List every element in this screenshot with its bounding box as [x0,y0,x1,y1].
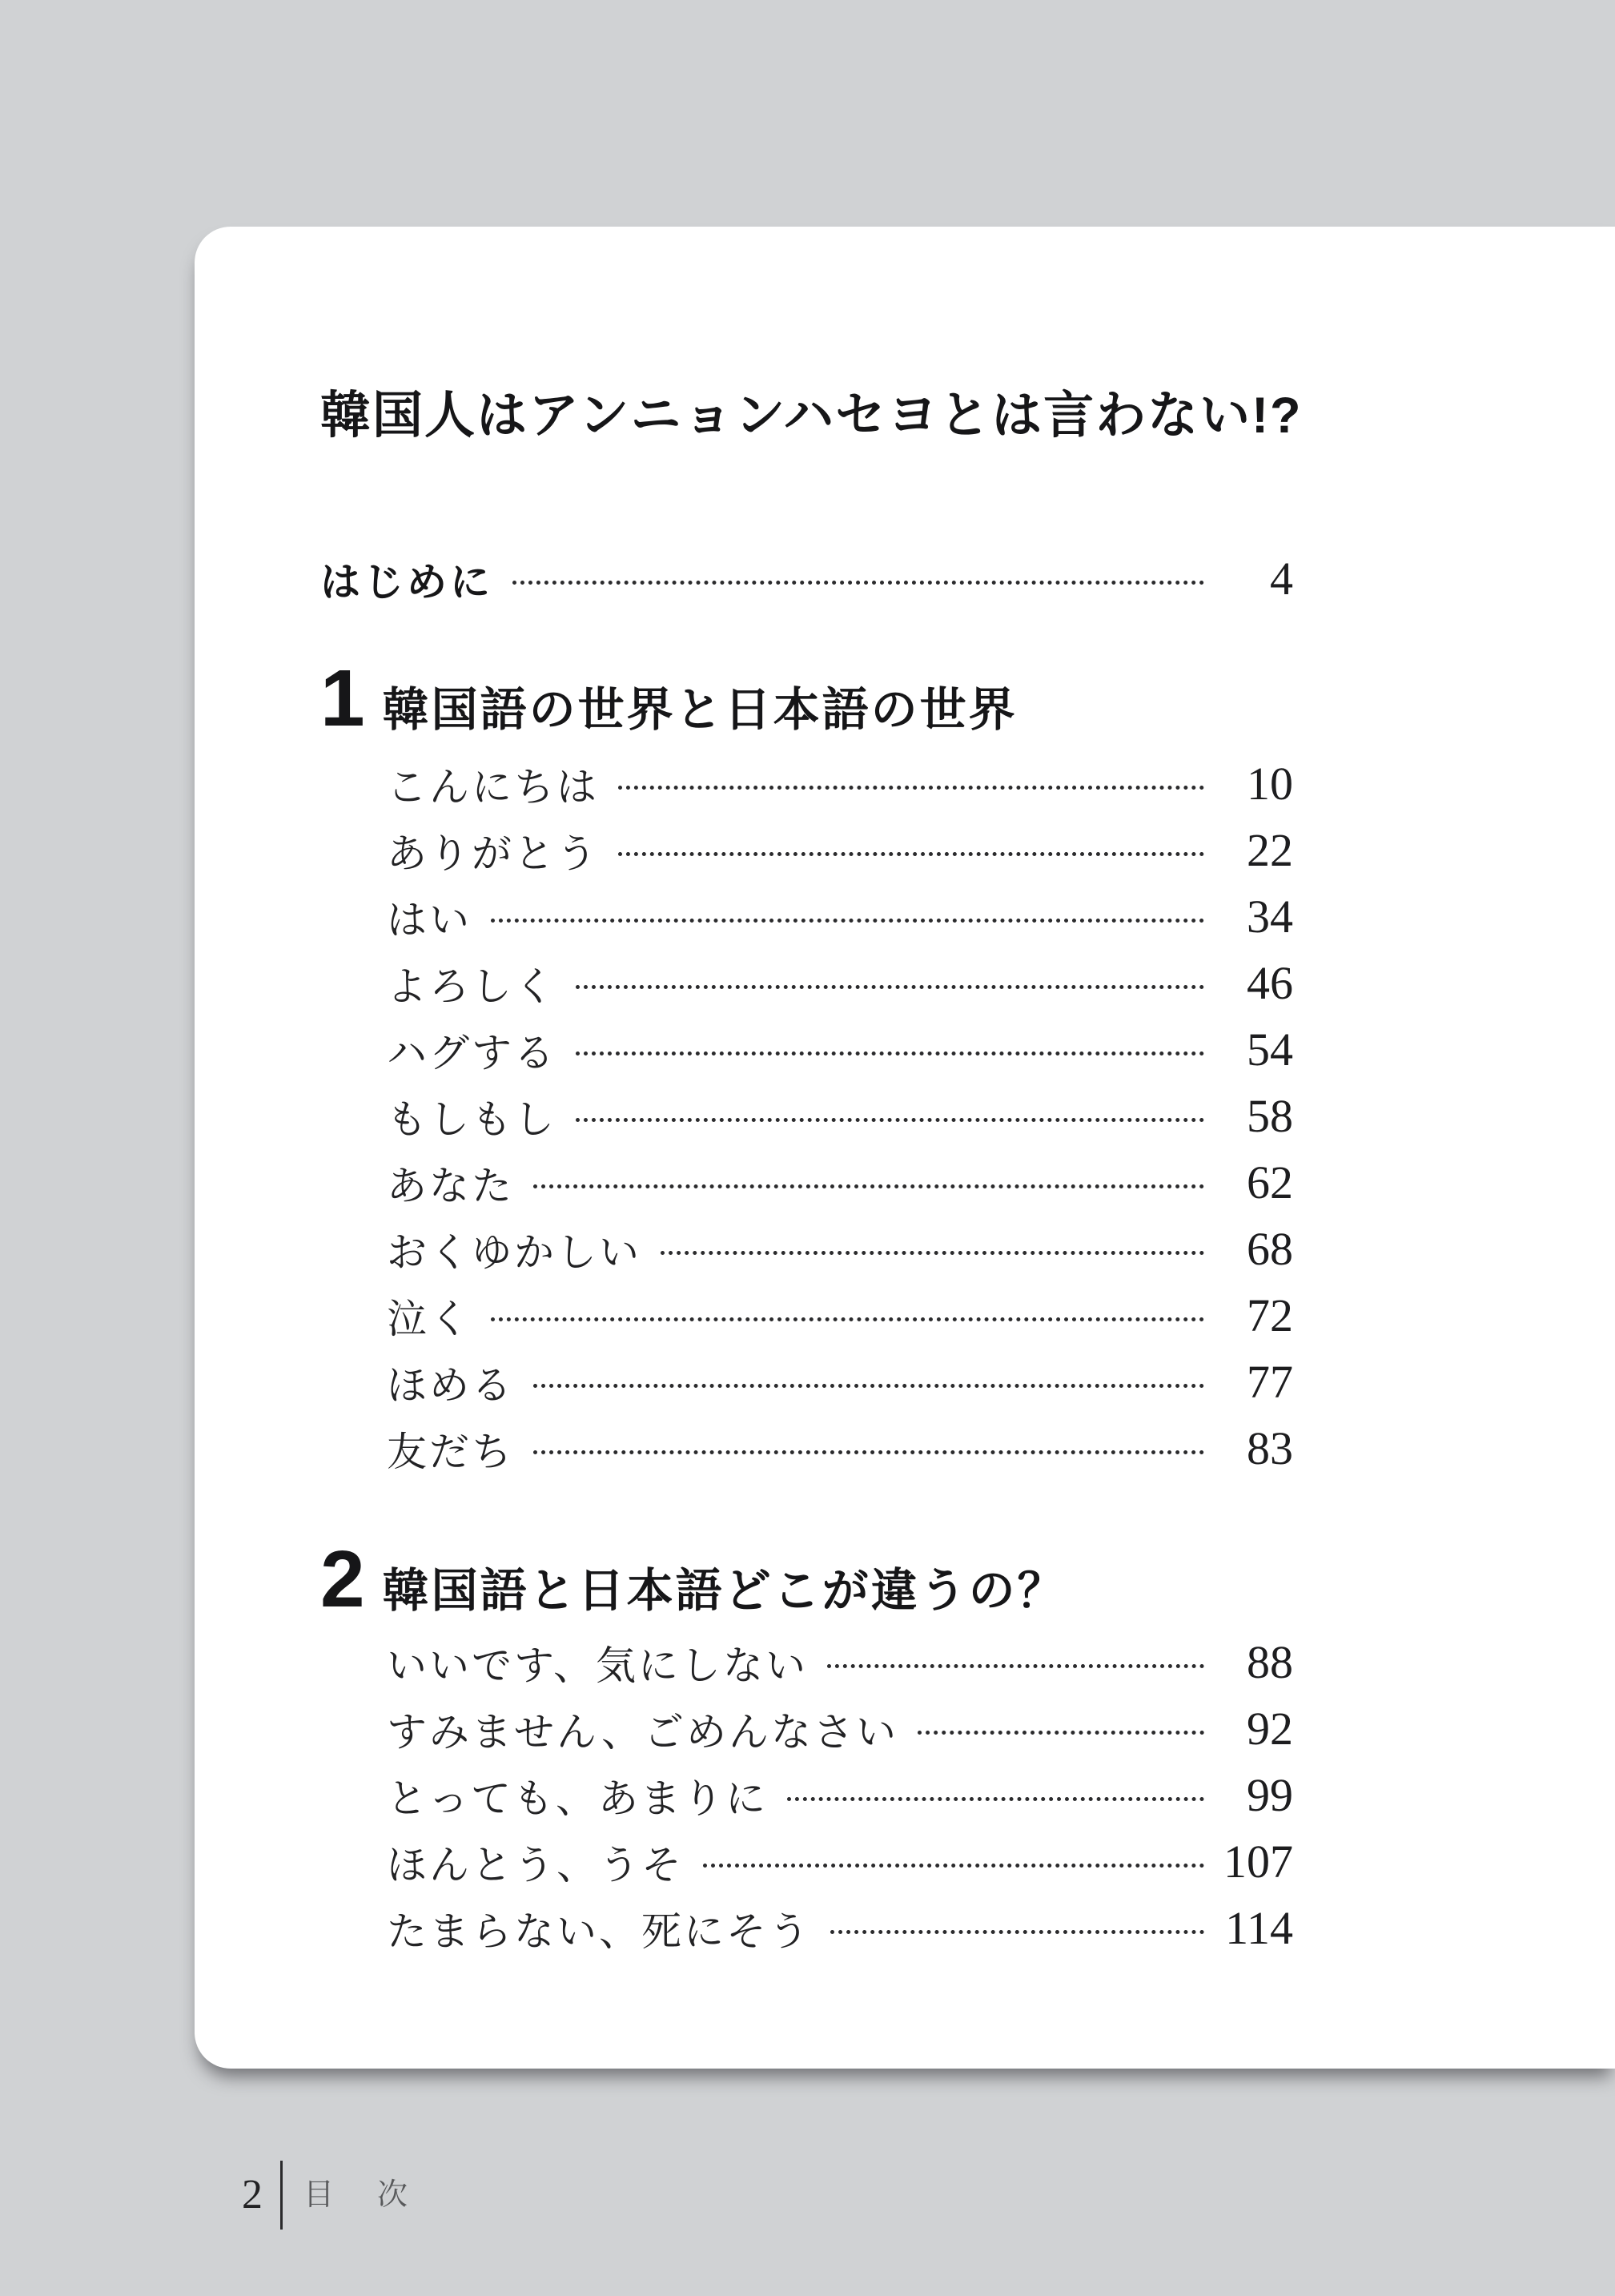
dotted-leader [618,786,1204,790]
toc-entry-page: 10 [1247,757,1293,810]
toc-entry [387,817,1293,883]
dotted-leader [533,1450,1204,1454]
toc-entry [387,1695,1293,1762]
toc-entry-page: 77 [1247,1355,1293,1408]
book-page-card [195,227,1615,2069]
toc-entry [387,1016,1293,1083]
toc-entry-label: すみません、ごめんなさい [387,1709,898,1755]
dotted-leader [533,1184,1204,1188]
toc-entry-label: 友だち [387,1429,514,1474]
toc-entry-page: 46 [1247,956,1293,1009]
toc-entry [387,1349,1293,1415]
dotted-leader [827,1664,1204,1668]
toc-entry-label: ありがとう [387,830,599,876]
toc-entry-label: こんにちは [387,764,599,810]
toc-front-matter-row [320,545,1293,612]
section-2-title: 韓国語と日本語どこが違うの？ [382,1565,1067,1617]
toc-entry [387,1629,1293,1695]
toc-entry-label: ハグする [387,1030,556,1076]
toc-entry-page: 54 [1247,1023,1293,1076]
toc-entry [387,750,1293,817]
toc-entry [387,1282,1293,1349]
toc-entry-label: おくゆかしい [387,1229,641,1275]
toc-entry-page: 107 [1223,1835,1293,1888]
toc-entry [387,1762,1293,1828]
toc-entry-label: はい [387,897,472,943]
toc-entry-page: 34 [1247,890,1293,943]
dotted-leader [830,1930,1204,1934]
toc-entry-label: 泣く [387,1296,472,1341]
section-1-title: 韓国語の世界と日本語の世界 [382,684,1018,736]
section-1-entries [387,750,1293,1482]
toc-entry-page: 22 [1247,823,1293,876]
dotted-leader [512,581,1204,585]
toc-entry [387,883,1293,950]
dotted-leader [491,919,1204,923]
toc-entry-label: いいです、気にしない [387,1643,808,1688]
dotted-leader [661,1251,1204,1255]
footer-page-number: 2 [242,2172,263,2218]
toc-entry-label: もしもし [387,1096,556,1142]
dotted-leader [787,1797,1204,1801]
toc-front-matter-page: 4 [1270,552,1293,605]
toc-entry-label: とっても、あまりに [387,1775,768,1821]
toc-entry-page: 99 [1247,1768,1293,1821]
toc-entry-page: 58 [1247,1089,1293,1142]
section-2-entries [387,1629,1293,1961]
toc-entry-page: 114 [1225,1901,1293,1954]
dotted-leader [576,985,1204,989]
toc-entry [387,1216,1293,1282]
toc-entry-page: 83 [1247,1421,1293,1474]
toc-entry [387,1415,1293,1482]
section-2-header [320,1534,1293,1624]
section-2-number: 2 [320,1534,365,1624]
dotted-leader [491,1317,1204,1321]
toc-entry-page: 92 [1247,1702,1293,1755]
toc-entry-page: 68 [1247,1222,1293,1275]
footer-divider [280,2161,283,2230]
toc-content [320,227,1303,1961]
toc-entry-page: 62 [1247,1156,1293,1208]
section-1-header [320,653,1293,743]
section-1-number: 1 [320,653,365,743]
toc-entry-label: ほめる [387,1362,514,1408]
dotted-leader [533,1384,1204,1388]
dotted-leader [618,852,1204,856]
dotted-leader [918,1731,1204,1735]
dotted-leader [576,1118,1204,1122]
toc-entry-page: 88 [1247,1635,1293,1688]
toc-entry [387,950,1293,1016]
book-title: 韓国人はアンニョンハセヨとは言わない!? [320,388,1303,444]
toc-entry-label: ほんとう、うそ [387,1842,684,1888]
toc-entry [387,1083,1293,1149]
toc-entry [387,1149,1293,1216]
toc-entry-label: あなた [387,1163,514,1208]
footer-section-label: 目 次 [303,2178,415,2212]
toc-entry [387,1828,1293,1895]
dotted-leader [703,1864,1204,1868]
toc-entry-label: たまらない、死にそう [387,1908,811,1954]
toc-entry-label: よろしく [387,963,556,1009]
page-footer [242,2161,414,2230]
toc-front-matter-label: はじめに [320,559,493,605]
toc-entry-page: 72 [1247,1289,1293,1341]
toc-entry [387,1895,1293,1961]
dotted-leader [576,1051,1204,1056]
